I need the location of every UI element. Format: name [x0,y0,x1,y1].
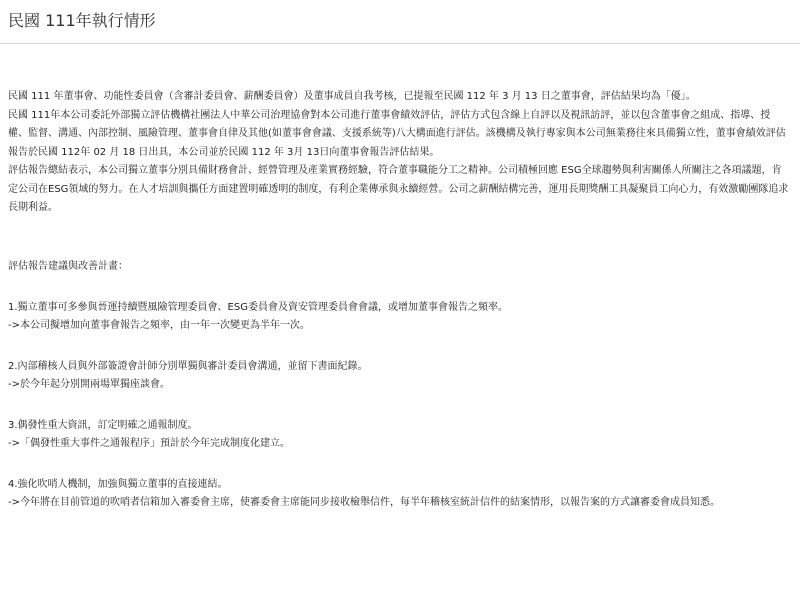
response-item: ->「偶發性重大事件之通報程序」預計於今年完成制度化建立。 [8,438,290,449]
intro-paragraph: 評估報告總結表示，本公司獨立董事分別具備財務會計、經營管理及產業實務經驗，符合董事職能分工之精神。公司積極回應 ESG全球趨勢與利害關係人所關注之各項議題，肯定公司在ESG領域的努力。在人才培訓與攜任方面建置明確透明的制度，有利企業傳承與永續經營。公司之薪酬結構完善，運用長期獎酬工具凝聚員工向心力，有效激勵團隊追求長期利益。 [8,165,789,213]
response-item: ->本公司擬增加向董事會報告之頻率，由一年一次變更為半年一次。 [8,320,310,331]
response-item: ->今年將在目前管道的吹哨者信箱加入審委會主席，使審委會主席能同步接收檢舉信件，每半年稽核室統計信件的結案情形，以報告案的方式讓審委會成員知悉。 [8,497,720,508]
suggestion-item: 4.強化吹哨人機制，加強與獨立董事的直接連結。 [8,478,228,490]
content-body [0,44,800,513]
suggestion-item: 1.獨立董事可多參與晉運持續暨風險管理委員會、ESG委員會及資安管理委員會會議，或增加董事會報告之頻率。 [8,301,508,313]
section-heading: 評估報告建議與改善計畫： [8,261,128,272]
page-header [0,0,800,44]
suggestion-item: 2.內部稽核人員與外部簽證會計師分別單獨與審計委員會溝通，並留下書面紀錄。 [8,360,368,372]
suggestion-item: 3.偶發性重大資訊，訂定明確之通報制度。 [8,419,198,431]
intro-paragraph: 民國 111 年董事會、功能性委員會（含審計委員會、薪酬委員會）及董事成員自我考核，已提報至民國 112 年 3 月 13 日之董事會，評估結果均為「優」。 [8,91,696,102]
page-title: 民國 111年執行情形 [8,11,156,30]
response-item: ->於今年起分別開兩場單獨座談會。 [8,379,170,390]
intro-paragraph: 民國 111年本公司委託外部獨立評估機構社團法人中華公司治理協會對本公司進行董事會績效評估，評估方式包含線上自評以及視訊訪評，並以包含董事會之組成、指導、授權、監督、溝通、內部控制、風險管理、董事會自律及其他(如董事會會議、支援系統等)八大構面進行評估。該機構及執行專家與本公司無業務往來具備獨立性，董事會績效評估報告於民國 112年 02 月 18 日出具，本公司並於民國 112 年 3月 13日向董事會報告評估結果。 [8,109,786,158]
